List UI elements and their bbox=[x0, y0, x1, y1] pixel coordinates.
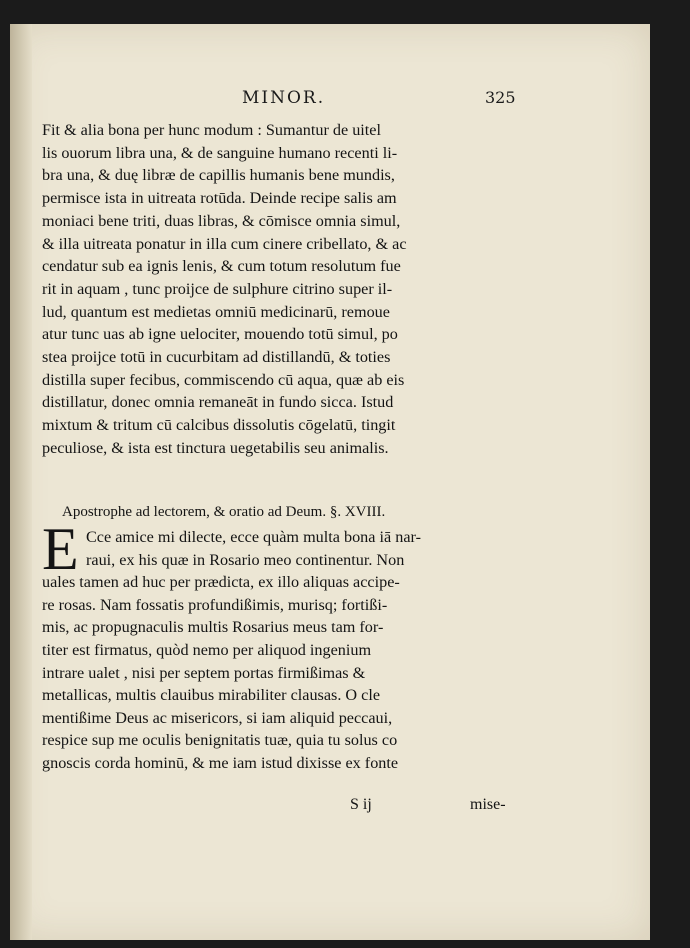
paragraph-apostrophe bbox=[42, 516, 527, 775]
text-line: lud, quantum est medietas omniū medicinarū, remoue bbox=[42, 302, 390, 321]
text-line: distillatur, donec omnia remaneāt in fundo sicca. Istud bbox=[42, 393, 394, 412]
text-line: moniaci bene triti, duas libras, & cōmisce omnia simul, bbox=[42, 211, 401, 230]
text-line: Cce amice mi dilecte, ecce quàm multa bona iā nar- bbox=[86, 528, 421, 546]
text-line: permisce ista in uitreata rotūda. Deinde recipe salis am bbox=[42, 189, 397, 208]
text-line: mentißime Deus ac misericors, si iam aliquid peccaui, bbox=[42, 708, 393, 727]
text-line: rit in aquam , tunc proijce de sulphure citrino super il- bbox=[42, 279, 393, 298]
text-line: titer est firmatus, quòd nemo per aliquod ingenium bbox=[42, 640, 372, 659]
page-number: 325 bbox=[485, 88, 516, 107]
text-line: cendatur sub ea ignis lenis, & cum totum resolutum fue bbox=[42, 257, 401, 276]
text-line: peculiose, & ista est tinctura uegetabilis seu animalis. bbox=[42, 438, 389, 457]
text-line: stea proijce totū in cucurbitam ad distillandū, & toties bbox=[42, 348, 391, 367]
drop-cap: E bbox=[42, 516, 79, 582]
text-line: Fit & alia bona per hunc modum : Sumantur de uitel bbox=[42, 121, 381, 139]
text-line: gnoscis corda hominū, & me iam istud dixisse ex fonte bbox=[42, 753, 399, 772]
page-footer bbox=[10, 796, 650, 820]
text-line: uales tamen ad huc per prædicta, ex illo aliquas accipe- bbox=[42, 573, 400, 592]
page-header bbox=[10, 88, 650, 112]
text-line: distilla super fecibus, commiscendo cū aqua, quæ ab eis bbox=[42, 370, 405, 389]
text-line: atur tunc uas ab igne uelociter, mouendo totū simul, po bbox=[42, 325, 398, 344]
text-line: metallicas, multis clauibus mirabiliter clausas. O cle bbox=[42, 686, 381, 705]
text-line: mixtum & tritum cū calcibus dissolutis cōgelatū, tingit bbox=[42, 416, 396, 435]
text-line: intrare ualet , nisi per septem portas firmißimas & bbox=[42, 663, 366, 682]
text-line: re rosas. Nam fossatis profundißimis, murisq; fortißi- bbox=[42, 595, 388, 614]
text-line: respice sup me oculis benignitatis tuæ, quia tu solus co bbox=[42, 731, 398, 750]
text-line: & illa uitreata ponatur in illa cum cinere cribellato, & ac bbox=[42, 234, 407, 253]
text-line: raui, ex his quæ in Rosario meo continentur. Non bbox=[86, 550, 405, 569]
catchword: mise- bbox=[470, 796, 506, 813]
text-line: bra una, & duę libræ de capillis humanis bene mundis, bbox=[42, 166, 395, 185]
section-heading: Apostrophe ad lectorem, & oratio ad Deum. §. XVIII. bbox=[62, 504, 386, 520]
running-title: MINOR. bbox=[242, 88, 326, 108]
signature-mark: S ij bbox=[350, 796, 372, 813]
text-line: lis ouorum libra una, & de sanguine humano recenti li- bbox=[42, 143, 398, 162]
text-line: mis, ac propugnaculis multis Rosarius meus tam for- bbox=[42, 618, 384, 637]
book-page bbox=[10, 24, 650, 940]
paragraph-recipe bbox=[42, 119, 527, 460]
